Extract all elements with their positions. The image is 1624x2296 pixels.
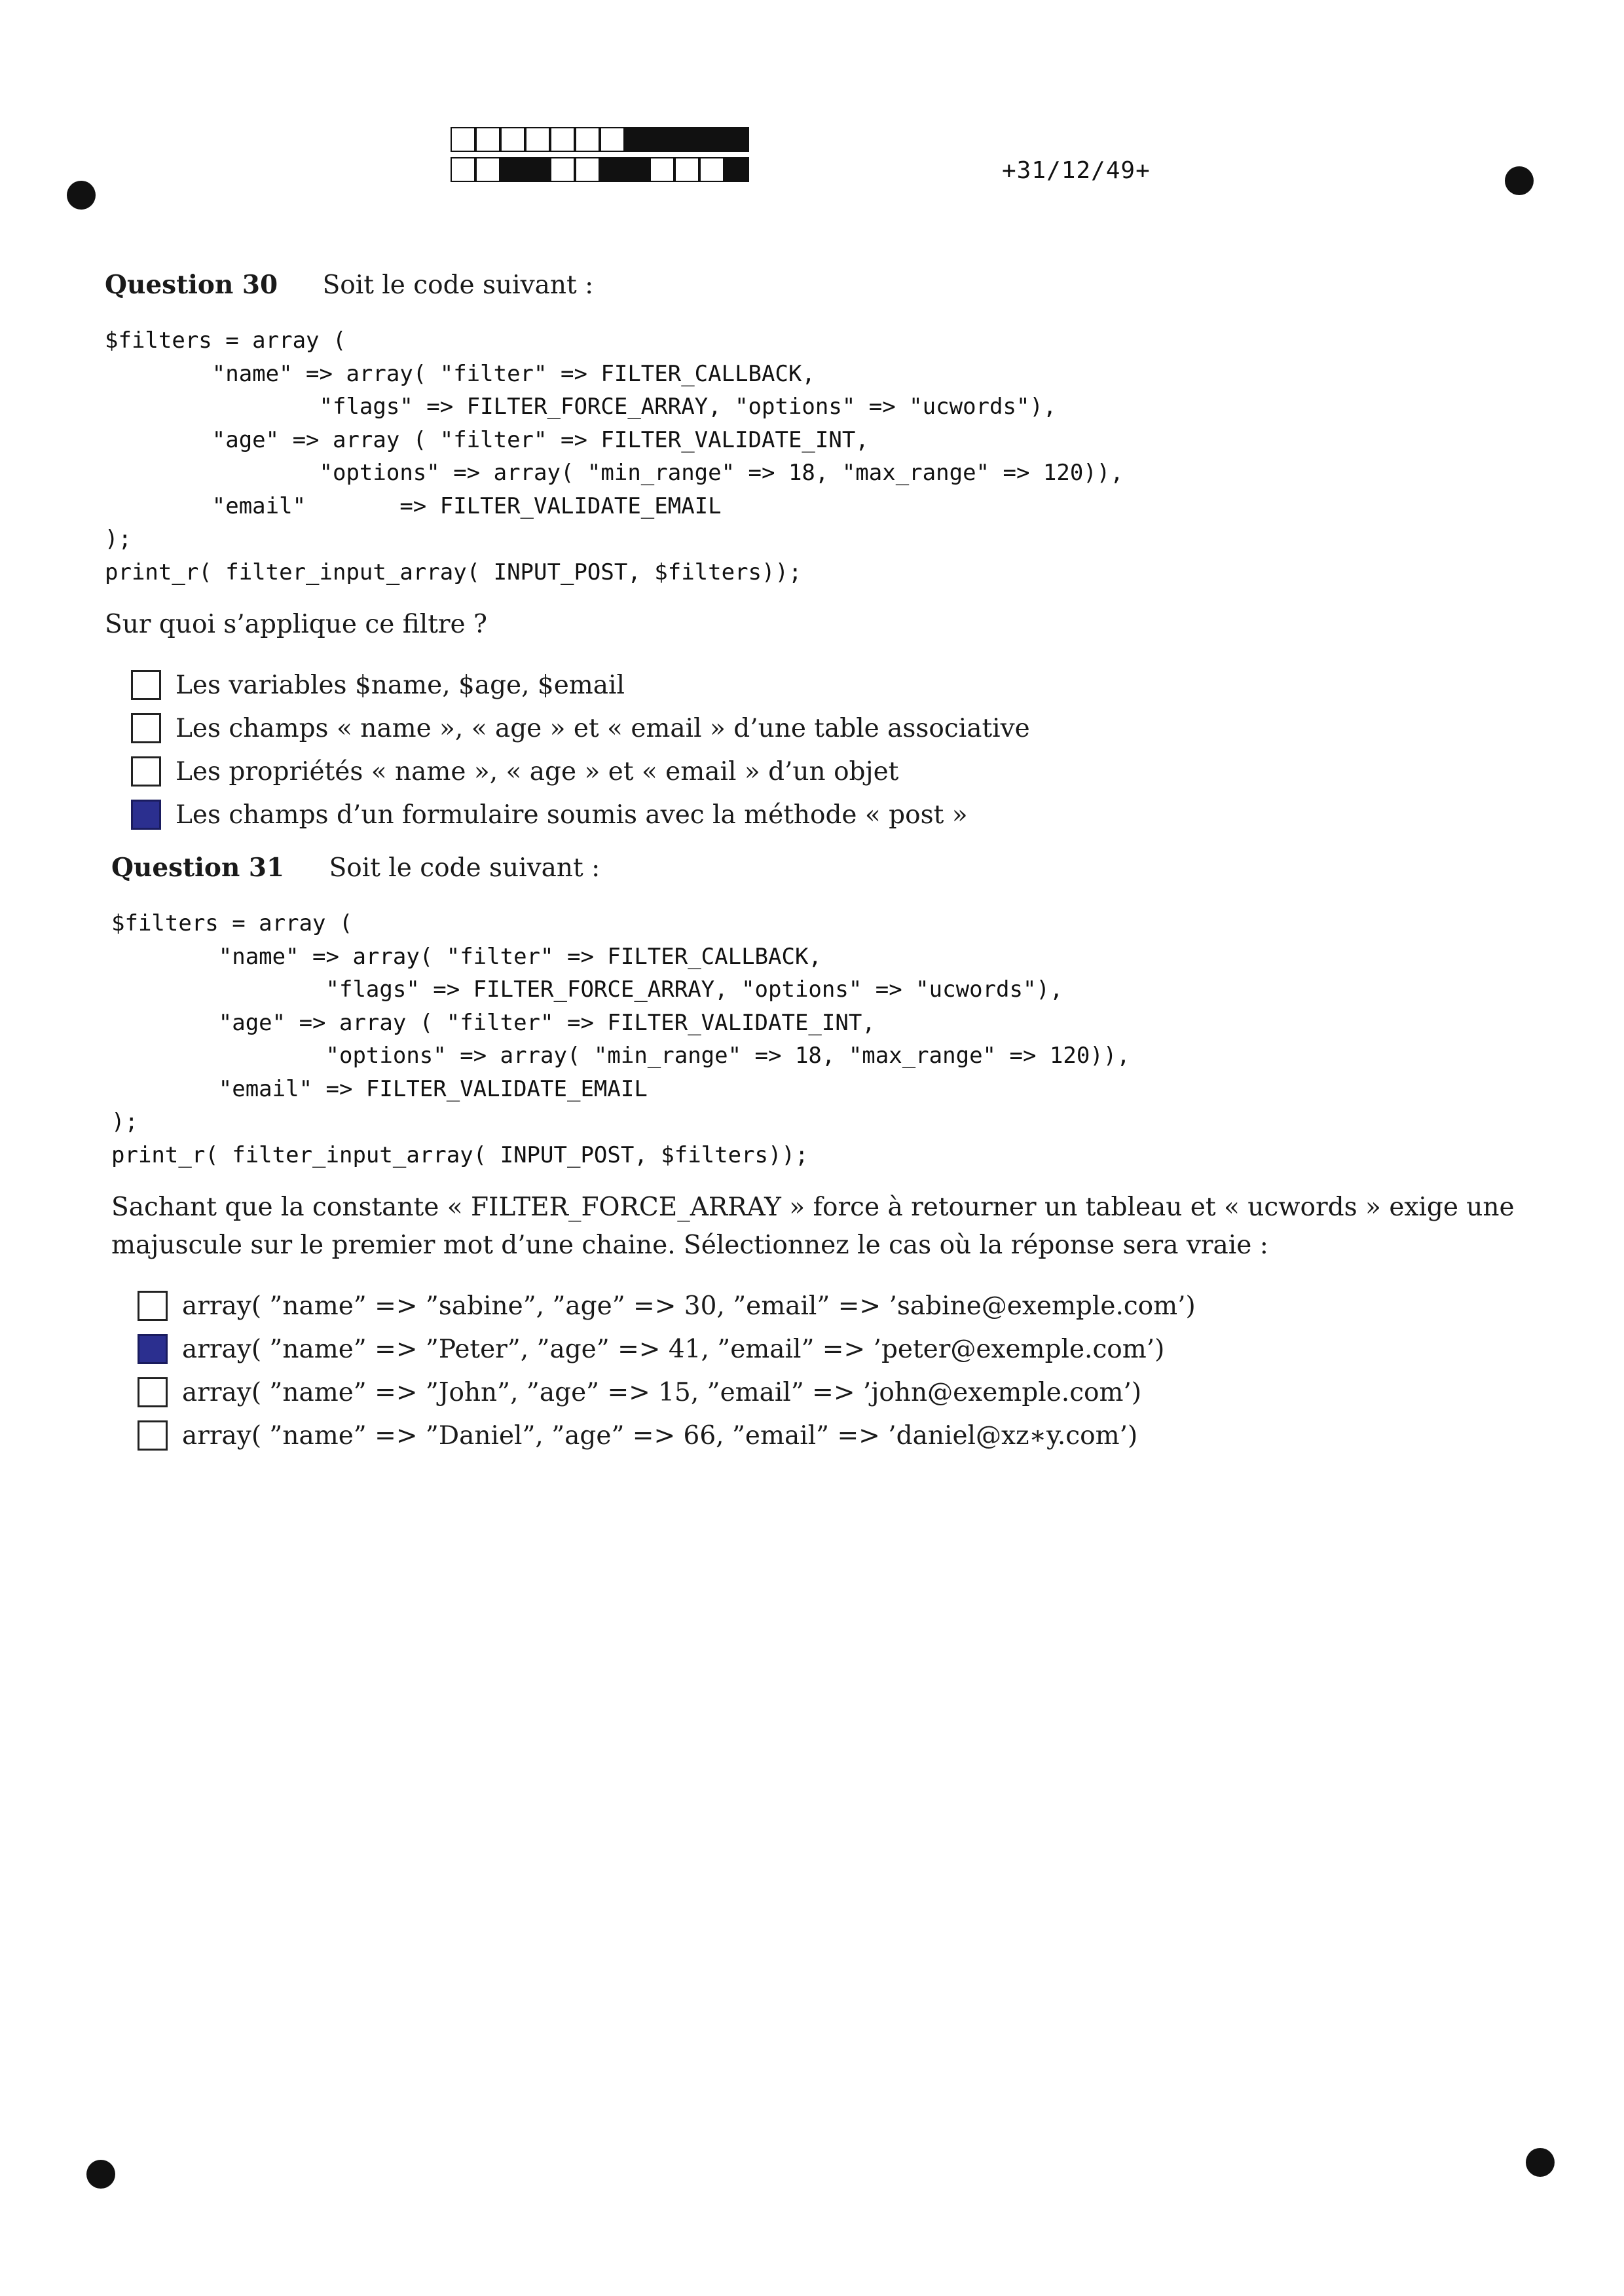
question-31	[111, 851, 1519, 1457]
id-grid-cell	[600, 157, 625, 182]
id-grid-cell	[699, 157, 724, 182]
registration-mark-bottom-left	[86, 2160, 115, 2189]
answer-label: array( ”name” => ”sabine”, ”age” => 30, ”email” => ’sabine@exemple.com’)	[182, 1291, 1196, 1321]
answer-list	[131, 663, 1513, 836]
answer-checkbox[interactable]	[138, 1334, 168, 1364]
question-intro: Soit le code suivant :	[329, 853, 600, 883]
answer-checkbox[interactable]	[131, 713, 161, 743]
registration-mark-top-left	[67, 181, 96, 210]
answer-checkbox[interactable]	[131, 756, 161, 787]
answer-checkbox[interactable]	[138, 1420, 168, 1451]
id-grid-cell	[475, 127, 500, 152]
page-identifier: +31/12/49+	[1002, 157, 1151, 184]
id-grid-cell	[500, 157, 525, 182]
id-grid-cell	[625, 127, 650, 152]
question-header	[111, 851, 1519, 885]
answer-label: Les propriétés « name », « age » et « email » d’un objet	[175, 756, 899, 787]
binary-id-grid	[451, 127, 749, 187]
answer-checkbox[interactable]	[131, 670, 161, 700]
answer-checkbox[interactable]	[131, 800, 161, 830]
id-grid-cell	[475, 157, 500, 182]
id-grid-cell	[674, 127, 699, 152]
id-grid-cell	[550, 127, 575, 152]
id-grid-cell	[451, 127, 475, 152]
answer-list	[138, 1284, 1519, 1457]
id-grid-cell	[525, 127, 550, 152]
answer-checkbox[interactable]	[138, 1291, 168, 1321]
answer-label: Les champs d’un formulaire soumis avec la méthode « post »	[175, 800, 968, 830]
question-header	[105, 268, 1513, 302]
question-number: Question 30	[105, 270, 278, 300]
id-grid-cell	[600, 127, 625, 152]
answer-label: array( ”name” => ”Daniel”, ”age” => 66, ”email” => ’daniel@xz∗y.com’)	[182, 1420, 1138, 1451]
answer-label: Les champs « name », « age » et « email » d’une table associative	[175, 713, 1030, 743]
question-prompt: Sachant que la constante « FILTER_FORCE_ARRAY » force à retourner un tableau et « ucwords » exige une majuscule sur le premier mot d’une chaine. Sélectionnez le cas où la réponse sera vraie :	[111, 1193, 1515, 1260]
answer-option[interactable]	[131, 707, 1513, 750]
question-30	[105, 268, 1513, 836]
id-grid-row	[451, 157, 749, 182]
answer-label: array( ”name” => ”Peter”, ”age” => 41, ”email” => ’peter@exemple.com’)	[182, 1334, 1165, 1364]
answer-option[interactable]	[138, 1327, 1519, 1371]
id-grid-cell	[575, 127, 600, 152]
id-grid-row	[451, 127, 749, 152]
registration-mark-bottom-right	[1526, 2148, 1555, 2177]
id-grid-cell	[724, 127, 749, 152]
answer-checkbox[interactable]	[138, 1377, 168, 1407]
answer-option[interactable]	[138, 1371, 1519, 1414]
answer-label: array( ”name” => ”John”, ”age” => 15, ”email” => ’john@exemple.com’)	[182, 1377, 1142, 1407]
question-prompt: Sur quoi s’applique ce filtre ?	[105, 610, 487, 639]
id-grid-cell	[550, 157, 575, 182]
answer-option[interactable]	[131, 750, 1513, 793]
id-grid-cell	[525, 157, 550, 182]
answer-option[interactable]	[131, 663, 1513, 707]
id-grid-cell	[500, 127, 525, 152]
registration-mark-top-right	[1505, 166, 1534, 195]
id-grid-cell	[650, 157, 674, 182]
answer-label: Les variables $name, $age, $email	[175, 670, 625, 700]
id-grid-cell	[674, 157, 699, 182]
code-block: $filters = array ( "name" => array( "filter" => FILTER_CALLBACK, "flags" => FILTER_FORCE_ARRAY, "options" => "ucwords"), "age" => array ( "filter" => FILTER_VALIDATE_INT, "options" => array( "min_range" => 18, "max_range" => 120)), "email" => FILTER_VALIDATE_EMAIL ); print_r( filter_input_array( INPUT_POST, $filters));	[111, 910, 1130, 1168]
answer-option[interactable]	[138, 1284, 1519, 1327]
id-grid-cell	[625, 157, 650, 182]
id-grid-cell	[650, 127, 674, 152]
answer-option[interactable]	[138, 1414, 1519, 1457]
question-intro: Soit le code suivant :	[322, 270, 594, 300]
answer-option[interactable]	[131, 793, 1513, 836]
id-grid-cell	[575, 157, 600, 182]
question-number: Question 31	[111, 853, 285, 883]
id-grid-cell	[699, 127, 724, 152]
id-grid-cell	[451, 157, 475, 182]
code-block: $filters = array ( "name" => array( "filter" => FILTER_CALLBACK, "flags" => FILTER_FORCE_ARRAY, "options" => "ucwords"), "age" => array ( "filter" => FILTER_VALIDATE_INT, "options" => array( "min_range" => 18, "max_range" => 120)), "email" => FILTER_VALIDATE_EMAIL ); print_r( filter_input_array( INPUT_POST, $filters));	[105, 327, 1124, 585]
id-grid-cell	[724, 157, 749, 182]
